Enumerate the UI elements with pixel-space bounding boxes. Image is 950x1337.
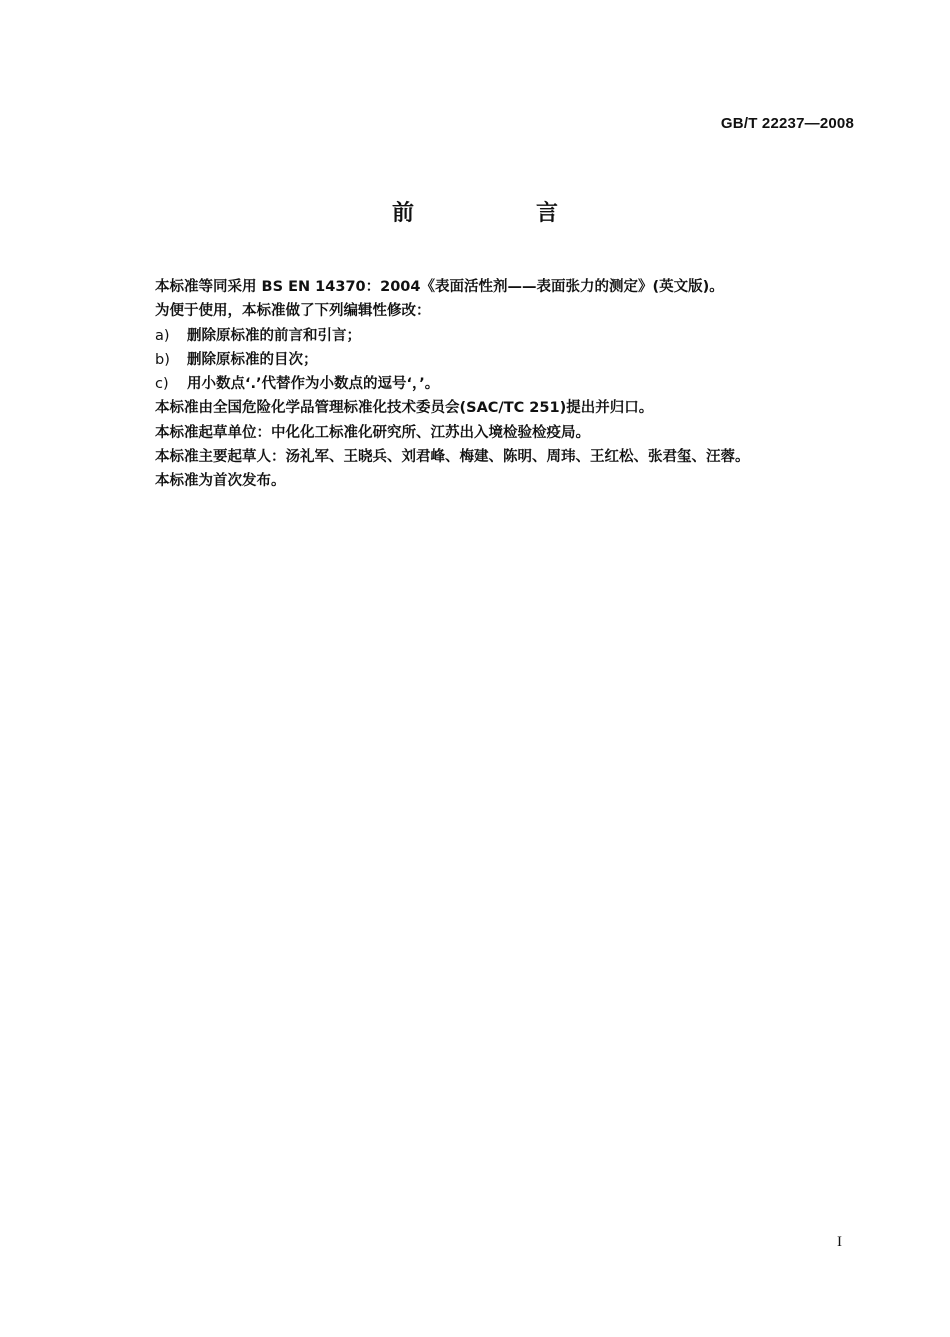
paragraph-adoption: 本标准等同采用 BS EN 14370：2004《表面活性剂——表面张力的测定》(英文版)。 xyxy=(155,279,724,295)
list-item-text: 删除原标准的目次； xyxy=(187,351,318,368)
list-marker: c) xyxy=(155,376,169,393)
paragraph-proposer: 本标准由全国危险化学品管理标准化技术委员会(SAC/TC 251)提出并归口。 xyxy=(155,400,654,417)
paragraph-drafting-units: 本标准起草单位：中化化工标准化研究所、江苏出入境检验检疫局。 xyxy=(155,424,590,441)
paragraph-edits-intro: 为便于使用，本标准做了下列编辑性修改： xyxy=(155,303,431,320)
page-number: I xyxy=(837,1234,842,1250)
standard-code: GB/T 22237—2008 xyxy=(720,115,854,132)
list-marker: a) xyxy=(155,327,170,344)
page-title: 前 言 xyxy=(391,201,608,226)
list-marker: b) xyxy=(155,351,170,368)
list-item xyxy=(155,348,855,372)
foreword-body xyxy=(155,275,855,494)
paragraph-first-issue: 本标准为首次发布。 xyxy=(155,473,286,490)
list-item-text: 删除原标准的前言和引言； xyxy=(187,327,361,344)
paragraph-drafters: 本标准主要起草人：汤礼军、王晓兵、刘君峰、梅建、陈明、周玮、王红松、张君玺、汪蓉。 xyxy=(155,449,750,466)
list-item xyxy=(155,324,855,348)
list-item-text: 用小数点‘.’代替作为小数点的逗号‘，’。 xyxy=(187,376,440,393)
list-item xyxy=(155,372,855,396)
